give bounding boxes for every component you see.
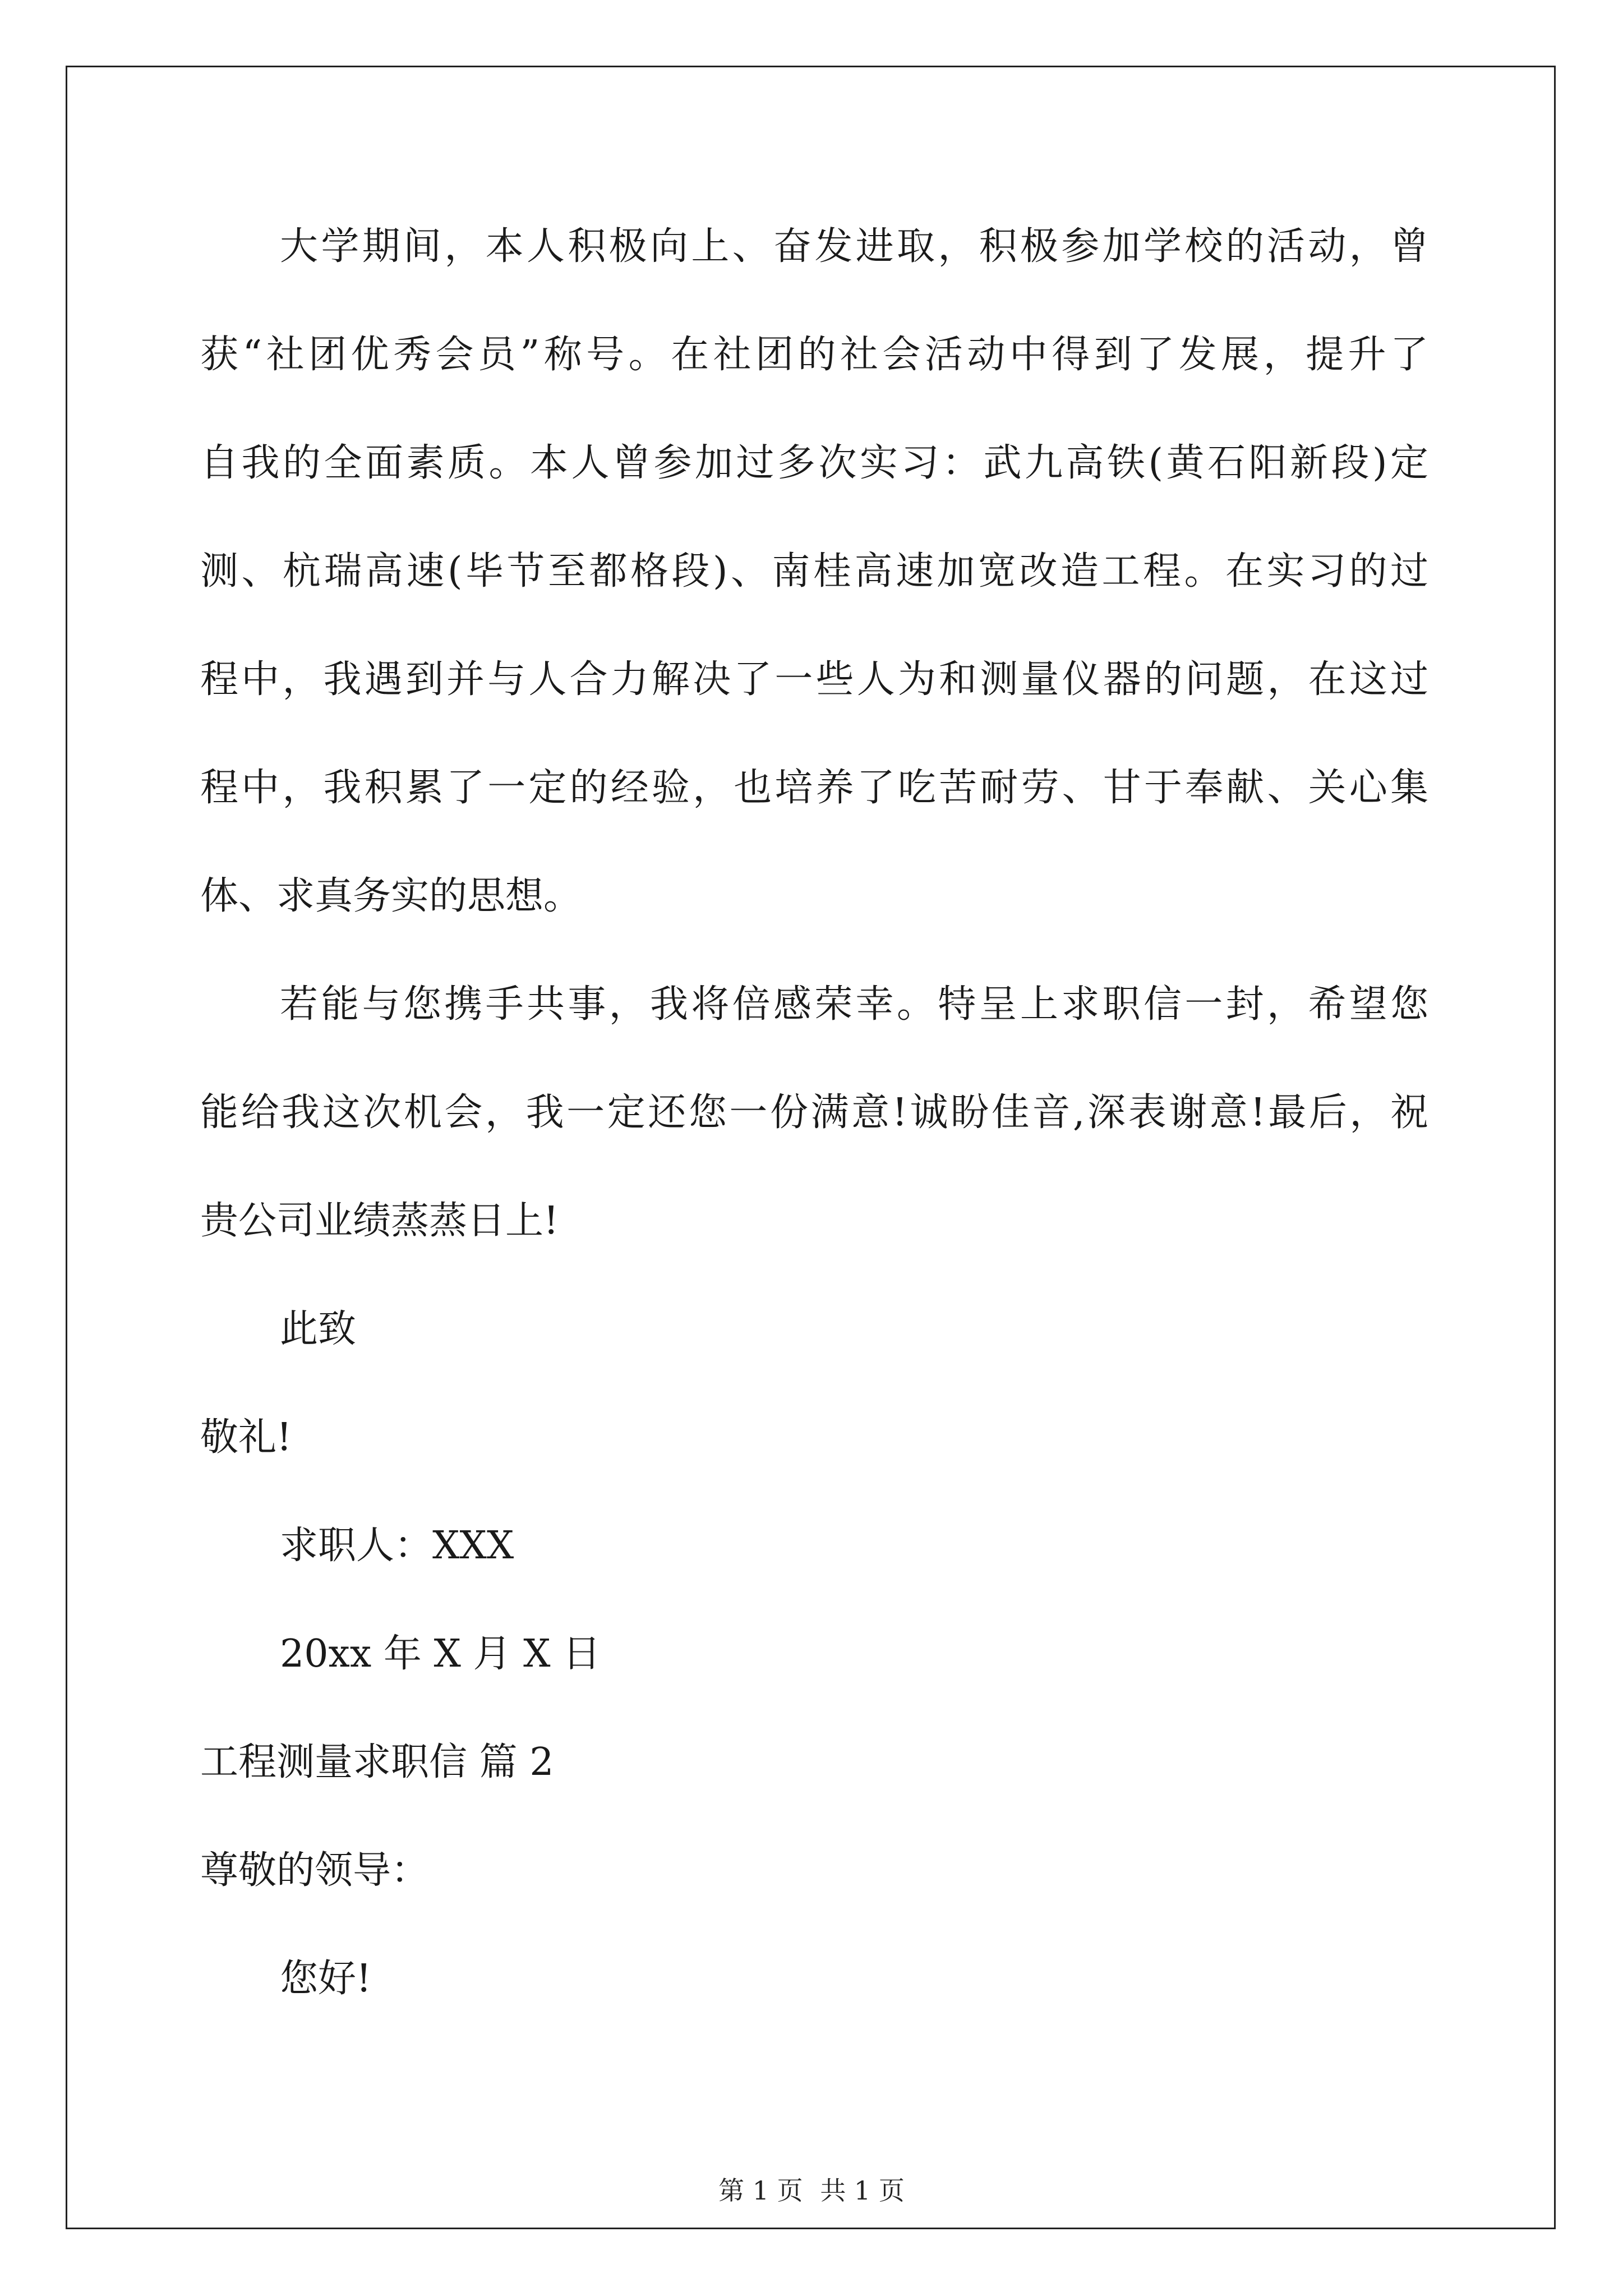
- paragraph-1-line-6: 程中，我积累了一定的经验，也培养了吃苦耐劳、甘于奉献、关心集: [200, 766, 1428, 810]
- greeting: 您好!: [280, 1957, 372, 2001]
- page-number-total: 共 1 页: [820, 2175, 905, 2206]
- paragraph-1-line-3: 自我的全面素质。本人曾参加过多次实习：武九高铁(黄石阳新段)定: [200, 441, 1428, 485]
- closing-regards: 敬礼!: [200, 1415, 292, 1460]
- closing-salutation: 此致: [280, 1307, 357, 1351]
- paragraph-2-line-2: 能给我这次机会，我一定还您一份满意!诚盼佳音,深表谢意!最后，祝: [200, 1091, 1428, 1135]
- applicant-signature: 求职人：XXX: [280, 1524, 514, 1568]
- paragraph-1-line-1: 大学期间，本人积极向上、奋发进取，积极参加学校的活动，曾: [280, 224, 1428, 269]
- paragraph-2-line-1: 若能与您携手共事，我将倍感荣幸。特呈上求职信一封，希望您: [280, 982, 1428, 1027]
- greeting-recipient: 尊敬的领导：: [200, 1848, 430, 1893]
- page-number-current: 第 1 页: [718, 2175, 803, 2206]
- paragraph-2-line-3: 贵公司业绩蒸蒸日上!: [200, 1199, 559, 1243]
- paragraph-1-line-7: 体、求真务实的思想。: [200, 874, 582, 918]
- letter-date: 20xx 年 X 月 X 日: [280, 1632, 601, 1676]
- section-heading: 工程测量求职信 篇 2: [200, 1740, 554, 1784]
- paragraph-1-line-4: 测、杭瑞高速(毕节至都格段)、南桂高速加宽改造工程。在实习的过: [200, 549, 1428, 593]
- page-footer: [0, 2174, 1623, 2207]
- paragraph-1-line-2: 获“社团优秀会员”称号。在社团的社会活动中得到了发展，提升了: [200, 333, 1428, 377]
- document-body: [200, 219, 1428, 2059]
- paragraph-1-line-5: 程中，我遇到并与人合力解决了一些人为和测量仪器的问题，在这过: [200, 657, 1428, 702]
